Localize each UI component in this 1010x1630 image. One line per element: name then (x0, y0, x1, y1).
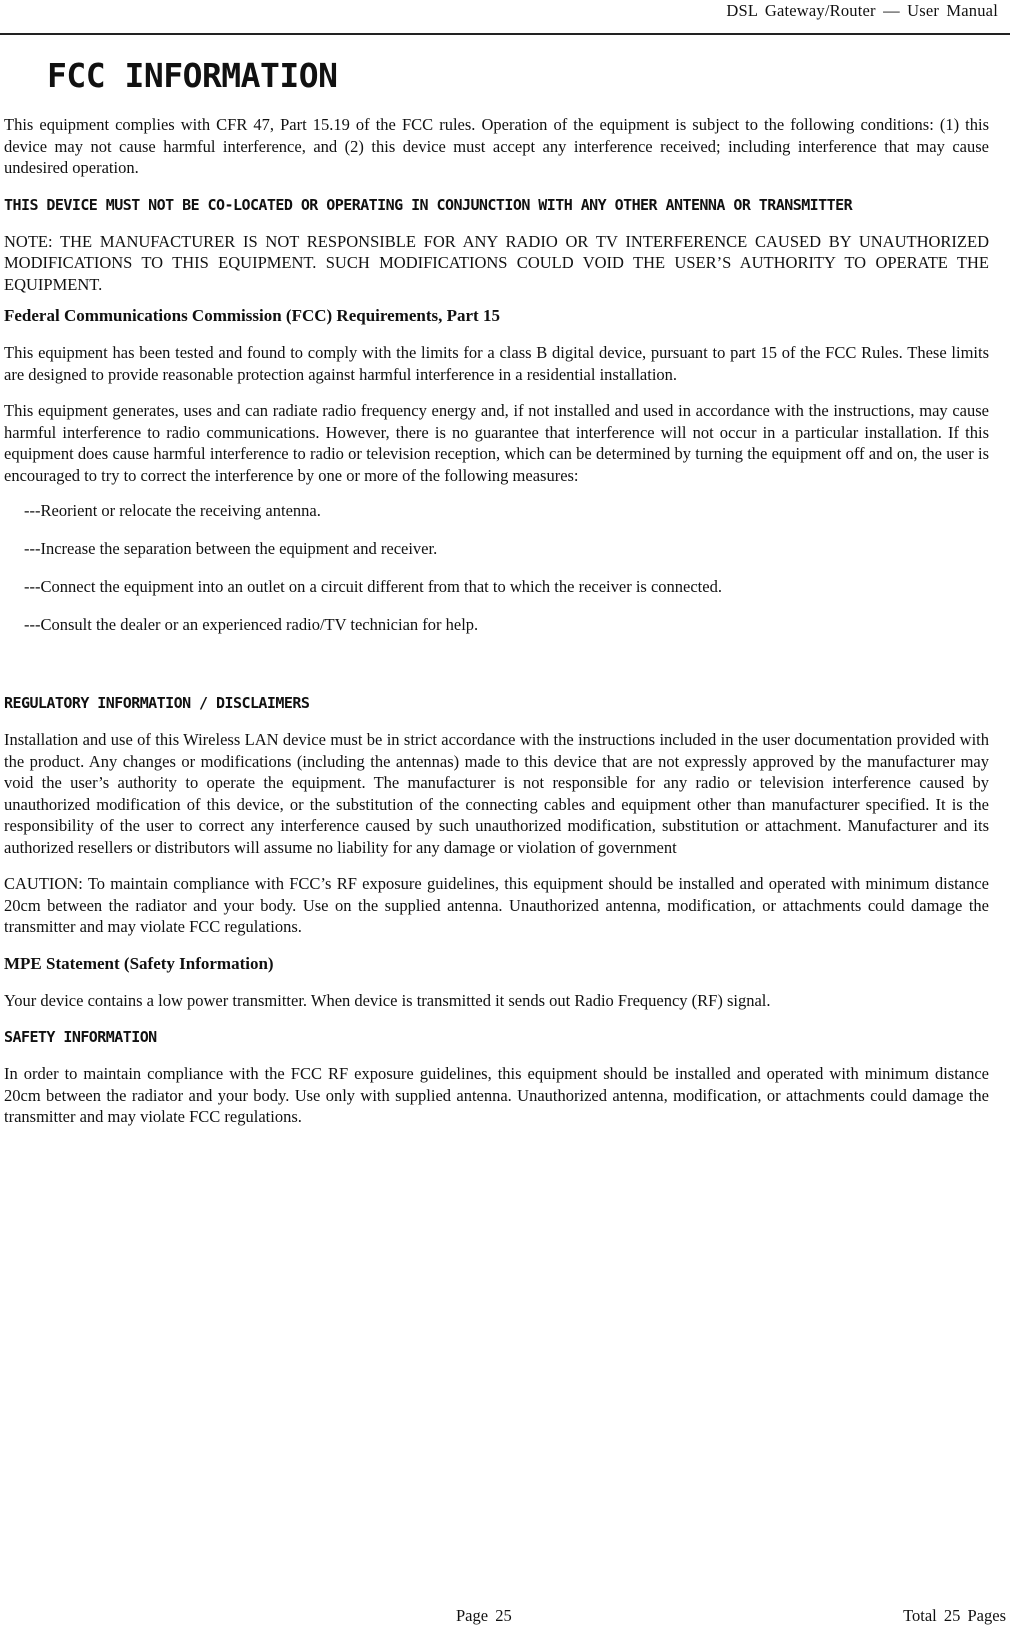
page-header (0, 0, 1010, 35)
safety-paragraph: In order to maintain compliance with the FCC RF exposure guidelines, this equipment should be installed and operated with minimum distance 20cm between the radiator and your body. Use only with supplied antenna. Unauthorized antenna, modification, or attachments could damage the transmitter and may violate FCC regulations. (4, 1064, 989, 1126)
fcc-requirements-heading: Federal Communications Commission (FCC) Requirements, Part 15 (4, 306, 500, 325)
fcc-requirements-paragraph-1: This equipment has been tested and found to comply with the limits for a class B digital device, pursuant to part 15 of the FCC Rules. These limits are designed to provide reasonable protection against harmful interference in a residential installation. (4, 343, 989, 384)
fcc-requirements-paragraph-2: This equipment generates, uses and can radiate radio frequency energy and, if not installed and used in accordance with the instructions, may cause harmful interference to radio communications. However, there is no guarantee that interference will not occur in a particular installation. If this equipment does cause harmful interference to radio or television reception, which can be determined by turning the equipment off and on, the user is encouraged to try to correct the interference by one or more of the following measures: (4, 401, 989, 485)
page-number: Page 25 (456, 1606, 512, 1625)
colocation-warning: THIS DEVICE MUST NOT BE CO-LOCATED OR OPERATING IN CONJUNCTION WITH ANY OTHER ANTENNA OR TRANSMITTER (4, 195, 853, 214)
compliance-paragraph: This equipment complies with CFR 47, Part 15.19 of the FCC rules. Operation of the equipment is subject to the following conditions: (1) this device may not cause harmful interference, and (2) this device must accept any interference received; including interference that may cause undesired operation. (4, 115, 989, 177)
running-header-title: DSL Gateway/Router — User Manual (726, 1, 998, 20)
caution-paragraph: CAUTION: To maintain compliance with FCC’s RF exposure guidelines, this equipment should be installed and operated with minimum distance 20cm between the radiator and your body. Use on the supplied antenna. Unauthorized antenna, modification, or attachments could damage the transmitter and may violate FCC regulations. (4, 874, 989, 936)
total-pages: Total 25 Pages (903, 1606, 1006, 1625)
measure-item-separation: ---Increase the separation between the equipment and receiver. (24, 539, 438, 558)
page-title: FCC INFORMATION (47, 56, 338, 95)
mpe-heading: MPE Statement (Safety Information) (4, 953, 274, 973)
safety-heading: SAFETY INFORMATION (4, 1028, 157, 1046)
section-spacer (4, 652, 989, 692)
mpe-paragraph: Your device contains a low power transmitter. When device is transmitted it sends out Radio Frequency (RF) signal. (4, 990, 771, 1010)
measure-item-reorient: ---Reorient or relocate the receiving antenna. (24, 501, 321, 520)
measure-item-consult: ---Consult the dealer or an experienced radio/TV technician for help. (24, 615, 479, 634)
regulatory-heading: REGULATORY INFORMATION / DISCLAIMERS (4, 694, 310, 712)
manufacturer-note: NOTE: THE MANUFACTURER IS NOT RESPONSIBLE FOR ANY RADIO OR TV INTERFERENCE CAUSED BY UNAUTHORIZED MODIFICATIONS TO THIS EQUIPMENT. SUCH MODIFICATIONS COULD VOID THE USER’S AUTHORITY TO OPERATE THE EQUIPMENT. (4, 231, 989, 294)
regulatory-paragraph: Installation and use of this Wireless LAN device must be in strict accordance with the instructions included in the user documentation provided with the product. Any changes or modifications (including the antennas) made to this device that are not expressly approved by the manufacturer may void the user’s authority to operate the equipment. The manufacturer is not responsible for any radio or television interference caused by unauthorized modification of this device, or the substitution of the connecting cables and equipment other than manufacturer specified. It is the responsibility of the user to correct any interference caused by such unauthorized modification, substitution or attachment. Manufacturer and its authorized resellers or distributors will assume no liability for any damage or violation of government (4, 730, 989, 857)
document-body (4, 52, 989, 1143)
page-footer (0, 1606, 1010, 1630)
measure-item-outlet: ---Connect the equipment into an outlet on a circuit different from that to which the receiver is connected. (24, 577, 722, 596)
